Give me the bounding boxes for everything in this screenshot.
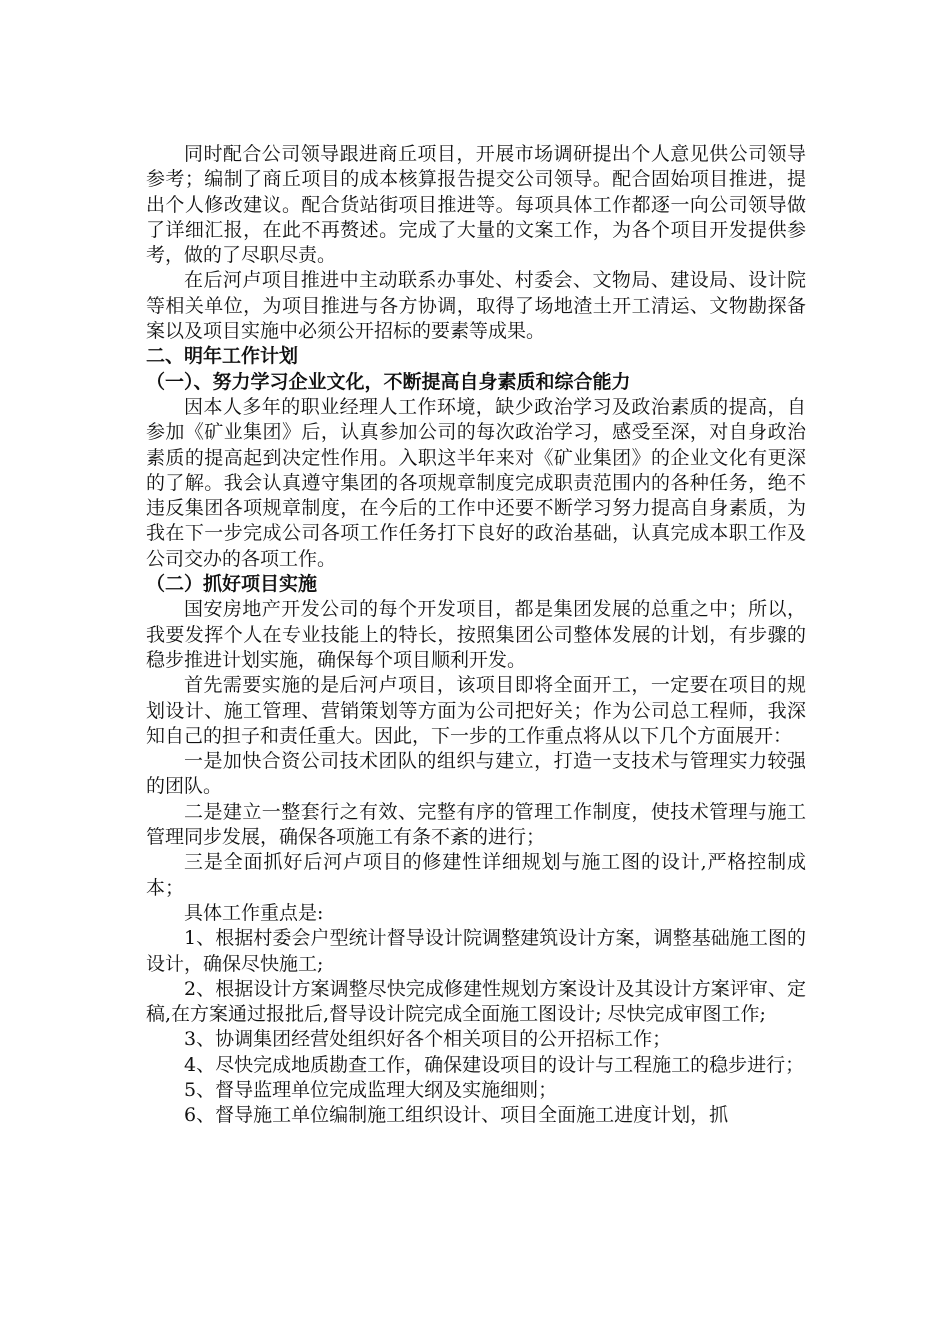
paragraph-houhelu-first: 首先需要实施的是后河卢项目，该项目即将全面开工，一定要在项目的规划设计、施工管理、营销策划等方面为公司把好关；作为公司总工程师，我深知自己的担子和责任重大。因此，下一步的工作重点将从以下几个方面展开： bbox=[146, 674, 806, 747]
document-body bbox=[146, 142, 806, 1129]
paragraph-key-tasks-intro: 具体工作重点是: bbox=[184, 901, 324, 924]
list-item-1: 1、根据村委会户型统计督导设计院调整建筑设计方案，调整基础施工图的设计，确保尽快施工; bbox=[146, 927, 806, 975]
section-heading-next-year-plan: 二、明年工作计划 bbox=[146, 345, 299, 368]
paragraph-point-three: 三是全面抓好后河卢项目的修建性详细规划与施工图的设计,严格控制成本； bbox=[146, 851, 806, 899]
paragraph-political-study: 因本人多年的职业经理人工作环境，缺少政治学习及政治素质的提高，自参加《矿业集团》后，认真参加公司的每次政治学习，感受至深，对自身政治素质的提高起到决定性作用。入职这半年来对《矿业集团》的企业文化有更深的了解。我会认真遵守集团的各项规章制度完成职责范围内的各种任务，绝不违反集团各项规章制度，在今后的工作中还要不断学习努力提高自身素质，为我在下一步完成公司各项工作任务打下良好的政治基础，认真完成本职工作及公司交办的各项工作。 bbox=[146, 395, 806, 570]
list-item-3: 3、协调集团经营处组织好各个相关项目的公开招标工作； bbox=[184, 1028, 672, 1051]
subsection-heading-corporate-culture: （一）、努力学习企业文化，不断提高自身素质和综合能力 bbox=[146, 370, 631, 393]
paragraph-point-one: 一是加快合资公司技术团队的组织与建立，打造一支技术与管理实力较强的团队。 bbox=[146, 750, 806, 798]
paragraph-point-two: 二是建立一整套行之有效、完整有序的管理工作制度，使技术管理与施工管理同步发展，确保各项施工有条不紊的进行； bbox=[146, 800, 806, 849]
subsection-heading-project-implementation: （二）抓好项目实施 bbox=[146, 573, 318, 596]
paragraph-houhelu-coordination: 在后河卢项目推进中主动联系办事处、村委会、文物局、建设局、设计院等相关单位，为项目推进与各方协调，取得了场地渣土开工清运、文物勘探备案以及项目实施中必须公开招标的要素等成果。 bbox=[146, 269, 806, 343]
paragraph-shangqiu-project: 同时配合公司领导跟进商丘项目，开展市场调研提出个人意见供公司领导参考；编制了商丘项目的成本核算报告提交公司领导。配合固始项目推进，提出个人修改建议。配合货站街项目推进等。每项具体工作都逐一向公司领导做了详细汇报，在此不再赘述。完成了大量的文案工作，为各个项目开发提供参考，做的了尽职尽责。 bbox=[146, 143, 806, 267]
list-item-4: 4、尽快完成地质勘查工作，确保建设项目的设计与工程施工的稳步进行； bbox=[184, 1053, 805, 1076]
list-item-6: 6、督导施工单位编制施工组织设计、项目全面施工进度计划，抓 bbox=[184, 1104, 729, 1127]
list-item-5: 5、督导监理单位完成监理大纲及实施细则； bbox=[184, 1078, 558, 1101]
list-item-2: 2、根据设计方案调整尽快完成修建性规划方案设计及其设计方案评审、定稿,在方案通过报批后,督导设计院完成全面施工图设计; 尽快完成审图工作; bbox=[146, 977, 806, 1026]
paragraph-development-projects: 国安房地产开发公司的每个开发项目，都是集团发展的总重之中；所以，我要发挥个人在专业技能上的特长，按照集团公司整体发展的计划，有步骤的稳步推进计划实施，确保每个项目顺利开发。 bbox=[146, 598, 806, 671]
